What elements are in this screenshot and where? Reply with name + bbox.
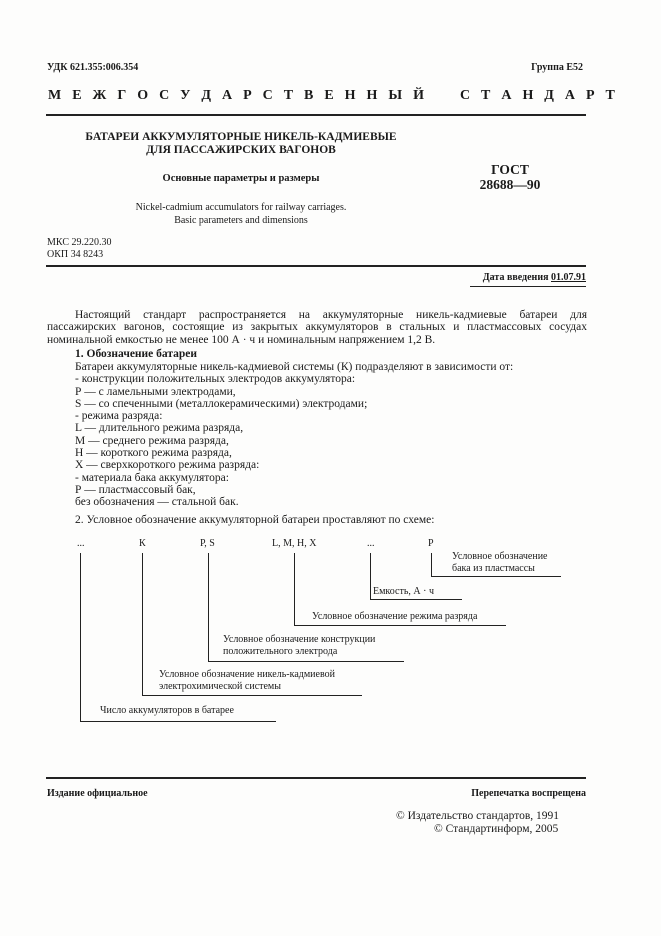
- list-item: Х — сверхкороткого режима разряда:: [75, 459, 260, 472]
- udk-code: УДК 621.355:006.354: [47, 62, 139, 73]
- footer-rule: [46, 777, 586, 779]
- scheme-line-count: [80, 553, 81, 721]
- scheme-label-system: Условное обозначение никель-кадмиевой электрохимической системы: [159, 669, 335, 692]
- document-subtitle: Основные параметры и размеры: [162, 173, 320, 184]
- english-title: Nickel-cadmium accumulators for railway carriages. Basic parameters and dimensions: [135, 202, 347, 226]
- classification-codes: МКС 29.220.30 ОКП 34 8243: [47, 237, 112, 260]
- interstate-standard-heading: М Е Ж Г О С У Д А Р С Т В Е Н Н Ы Й С Т А Н Д А Р Т: [48, 88, 615, 103]
- official-edition: Издание официальное: [47, 788, 148, 799]
- scheme-code-mode: L, М, Н, Х: [272, 538, 317, 549]
- scheme-label-count: Число аккумуляторов в батарее: [100, 705, 234, 716]
- scheme-label-tank: Условное обозначение бака из пластмассы: [452, 551, 548, 574]
- scheme-line-capacity: [370, 553, 371, 599]
- scheme-code-tank: Р: [428, 538, 434, 549]
- gost-designation: ГОСТ 28688—90: [479, 162, 541, 192]
- reprint-prohibited: Перепечатка воспрещена: [471, 788, 586, 799]
- list-item: - режима разряда:: [75, 410, 163, 423]
- effective-date: Дата введения 01.07.91: [482, 272, 586, 283]
- designation-list: [75, 361, 587, 509]
- list-item: без обозначения — стальной бак.: [75, 496, 239, 509]
- scheme-label-capacity: Емкость, А · ч: [373, 586, 434, 597]
- scheme-line-system: [142, 553, 143, 695]
- scheme-line-construction: [208, 553, 209, 661]
- list-item: М — среднего режима разряда,: [75, 434, 229, 447]
- codes-rule: [46, 265, 586, 267]
- intro-paragraph: Настоящий стандарт распространяется на аккумуляторные никель-кадмиевые батареи для пассажирских вагонов, состоящие из закрытых аккумуляторов в стальных и пластмассовых сосудах номинальной емкостью не менее 100 А · ч и номинальным напряжением 1,2 В.: [47, 309, 587, 346]
- document-title: БАТАРЕИ АККУМУЛЯТОРНЫЕ НИКЕЛЬ-КАДМИЕВЫЕ ДЛЯ ПАССАЖИРСКИХ ВАГОНОВ: [85, 131, 397, 156]
- list-item: Н — короткого режима разряда,: [75, 447, 232, 460]
- scheme-code-count: ...: [77, 538, 85, 549]
- list-item: Батареи аккумуляторные никель-кадмиевой системы (К) подразделяют в зависимости от:: [75, 361, 514, 373]
- section-2-text: 2. Условное обозначение аккумуляторной батареи проставляют по схеме:: [75, 514, 435, 526]
- group-code: Группа Е52: [531, 62, 583, 73]
- copyright-block: © Издательство стандартов, 1991 © Стандартинформ, 2005: [396, 810, 560, 835]
- list-item: S — со спеченными (металлокерамическими) электродами;: [75, 397, 368, 410]
- scheme-line-mode: [294, 553, 295, 625]
- scheme-code-system: К: [139, 538, 146, 549]
- list-item: Р — с ламельными электродами,: [75, 385, 236, 398]
- list-item: Р — пластмассовый бак,: [75, 483, 196, 496]
- list-item: - конструкции положительных электродов аккумулятора:: [75, 373, 356, 386]
- scheme-label-construction: Условное обозначение конструкции положительного электрода: [223, 634, 376, 657]
- scheme-code-construction: Р, S: [200, 538, 215, 549]
- list-item: - материала бака аккумулятора:: [75, 471, 229, 484]
- section-1-title: 1. Обозначение батареи: [75, 348, 198, 360]
- list-item: L — длительного режима разряда,: [75, 422, 244, 435]
- scheme-code-capacity: ...: [367, 538, 375, 549]
- scheme-label-mode: Условное обозначение режима разряда: [312, 611, 478, 622]
- scheme-line-tank: [431, 553, 432, 576]
- header-rule: [46, 114, 586, 116]
- date-underline: [470, 286, 586, 287]
